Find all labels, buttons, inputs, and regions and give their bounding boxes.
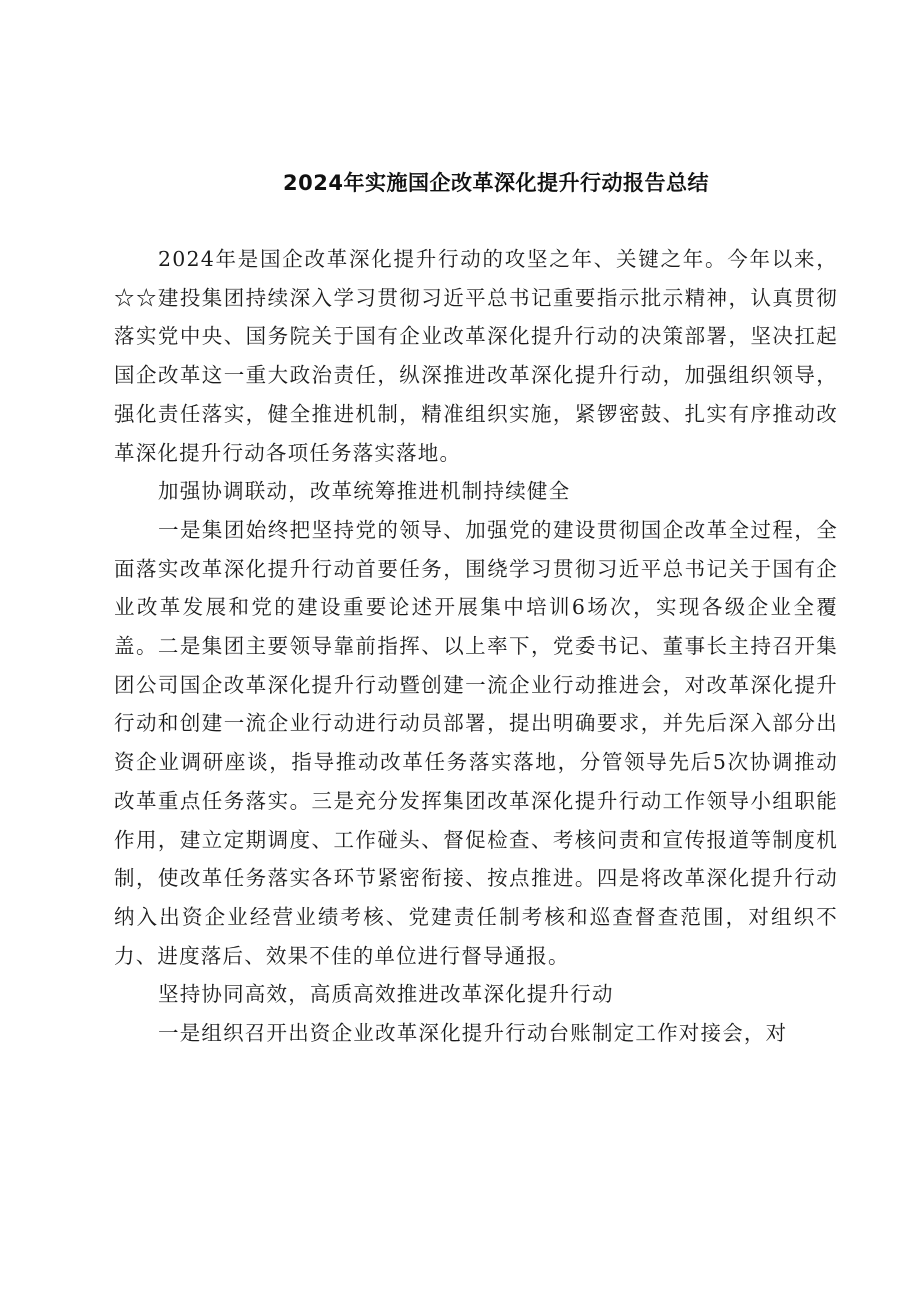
paragraph-intro: 2024年是国企改革深化提升行动的攻坚之年、关键之年。今年以来，☆☆建投集团持续深入学习贯彻习近平总书记重要指示批示精神，认真贯彻落实党中央、国务院关于国有企业改革深化提升行动的决策部署，坚决扛起国企改革这一重大政治责任，纵深推进改革深化提升行动，加强组织领导，强化责任落实，健全推进机制，精准组织实施，紧锣密鼓、扎实有序推动改革深化提升行动各项任务落实落地。 — [114, 247, 838, 465]
paragraph-coordination: 一是集团始终把坚持党的领导、加强党的建设贯彻国企改革全过程，全面落实改革深化提升行动首要任务，围绕学习贯彻习近平总书记关于国有企业改革发展和党的建设重要论述开展集中培训6场次，实现各级企业全覆盖。二是集团主要领导靠前指挥、以上率下，党委书记、董事长主持召开集团公司国企改革深化提升行动暨创建一流企业行动推进会，对改革深化提升行动和创建一流企业行动进行动员部署，提出明确要求，并先后深入部分出资企业调研座谈，指导推动改革任务落实落地，分管领导先后5次协调推动改革重点任务落实。三是充分发挥集团改革深化提升行动工作领导小组职能作用，建立定期调度、工作碰头、督促检查、考核问责和宣传报道等制度机制，使改革任务落实各环节紧密衔接、按点推进。四是将改革深化提升行动纳入出资企业经营业绩考核、党建责任制考核和巡查督查范围，对组织不力、进度落后、效果不佳的单位进行督导通报。 — [114, 517, 838, 968]
section-heading-coordination: 加强协调联动，改革统筹推进机制持续健全 — [158, 479, 571, 504]
document-title: 2024年实施国企改革深化提升行动报告总结 — [283, 171, 709, 195]
paragraph-efficiency: 一是组织召开出资企业改革深化提升行动台账制定工作对接会，对 — [158, 1021, 788, 1046]
section-heading-efficiency: 坚持协同高效，高质高效推进改革深化提升行动 — [158, 982, 614, 1007]
